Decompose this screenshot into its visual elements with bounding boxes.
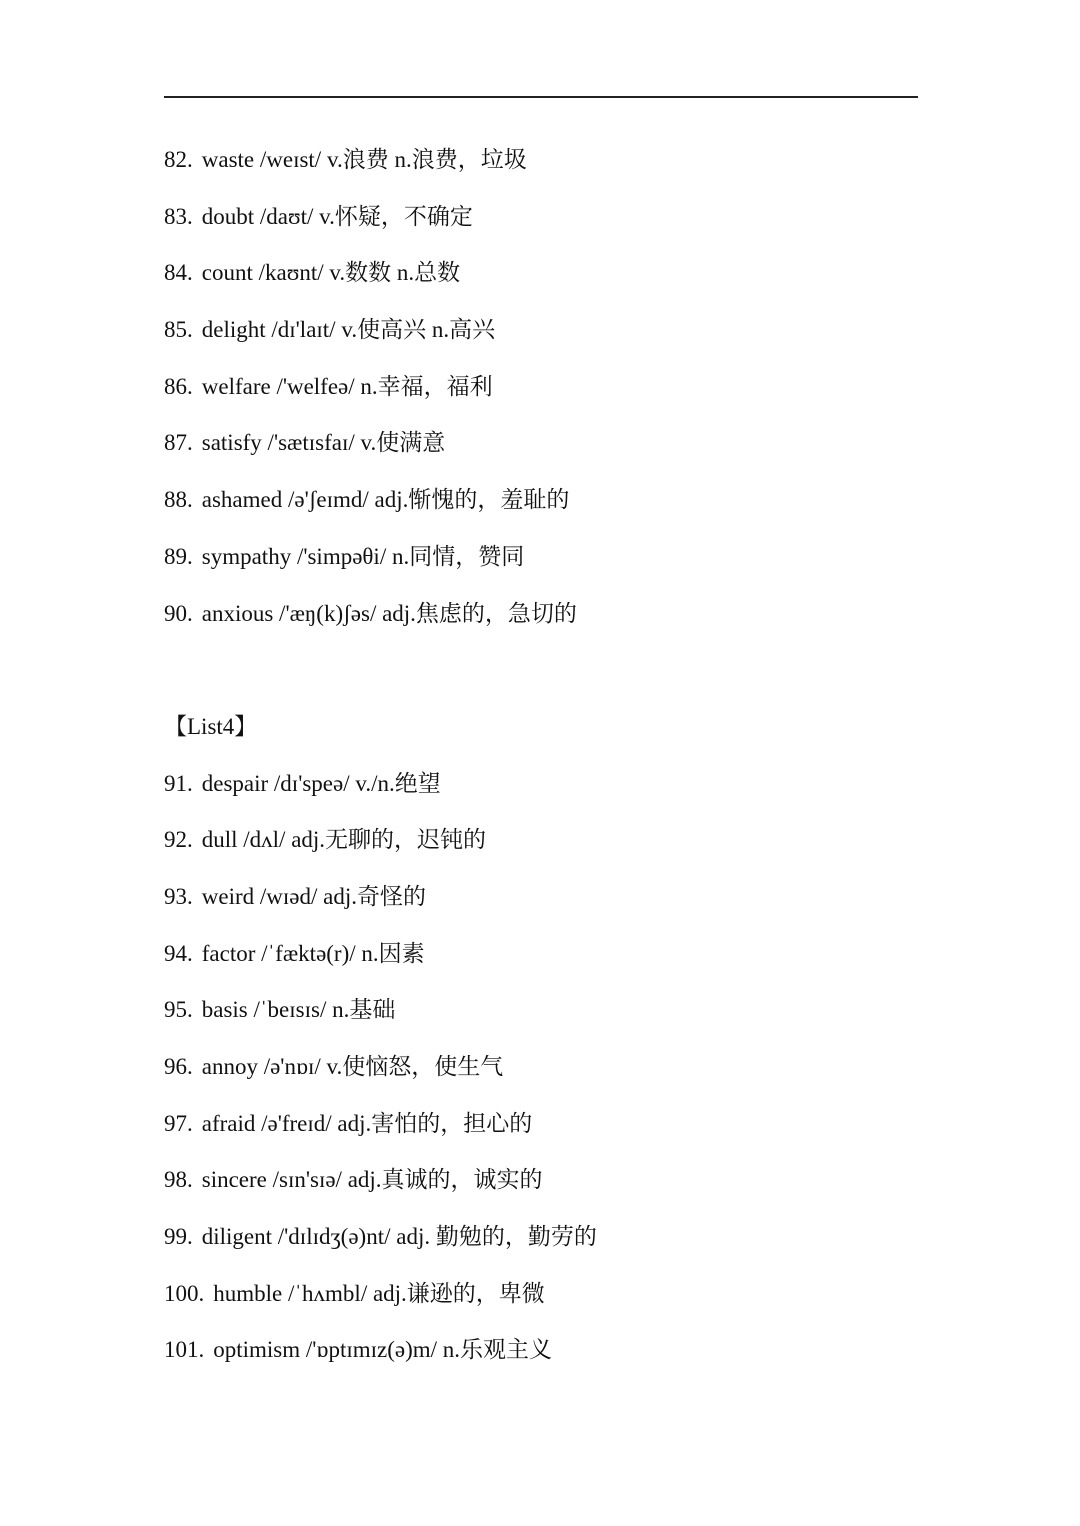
entry-text: doubt /daʊt/ v.怀疑，不确定: [201, 203, 473, 229]
entry-number: 94.: [164, 940, 193, 966]
vocab-entry: [164, 423, 964, 480]
vocab-entry: [164, 990, 964, 1047]
entry-text: satisfy /'sætɪsfaɪ/ v.使满意: [201, 430, 446, 456]
entry-number: 96.: [164, 1054, 193, 1079]
entry-number: 99.: [164, 1224, 193, 1250]
vocab-entry: [164, 877, 964, 934]
entry-number: 100.: [164, 1280, 205, 1306]
entry-number: 93.: [164, 883, 193, 909]
entry-text: annoy /ə'nɒɪ/ v.使恼怒，使生气: [201, 1054, 504, 1079]
entry-number: 86.: [164, 373, 193, 399]
entry-text: dull /dʌl/ adj.无聊的，迟钝的: [201, 827, 487, 853]
section-spacer: [164, 650, 964, 707]
entry-number: 98.: [164, 1167, 193, 1193]
entry-text: factor /ˈfæktə(r)/ n.因素: [201, 940, 425, 966]
entry-text: afraid /ə'freɪd/ adj.害怕的，担心的: [201, 1110, 533, 1136]
entry-number: 91.: [164, 770, 193, 796]
vocab-entry: [164, 253, 964, 310]
vocab-entry: [164, 1330, 964, 1387]
entry-number: 95.: [164, 997, 193, 1023]
entry-text: sincere /sɪn'sɪə/ adj.真诚的，诚实的: [201, 1167, 543, 1193]
entry-text: sympathy /'simpəθi/ n.同情，赞同: [201, 543, 525, 569]
vocab-entry: [164, 480, 964, 537]
entry-number: 82.: [164, 147, 193, 172]
entry-number: 101.: [164, 1337, 205, 1363]
entry-text: despair /dɪ'speə/ v./n.绝望: [201, 770, 441, 796]
vocab-entry: [164, 934, 964, 991]
entry-number: 89.: [164, 543, 193, 569]
vocab-entry: [164, 140, 964, 197]
top-divider-line: [164, 96, 918, 98]
entry-text: ashamed /ə'ʃeɪmd/ adj.惭愧的，羞耻的: [201, 487, 570, 513]
entry-number: 97.: [164, 1110, 193, 1136]
entry-number: 83.: [164, 203, 193, 229]
vocab-entry: [164, 764, 964, 821]
entry-text: delight /dɪ'laɪt/ v.使高兴 n.高兴: [201, 317, 496, 343]
entry-text: welfare /'welfeə/ n.幸福，福利: [201, 373, 493, 399]
entry-number: 85.: [164, 317, 193, 343]
entry-text: humble /ˈhʌmbl/ adj.谦逊的，卑微: [213, 1280, 545, 1306]
entry-number: 84.: [164, 260, 193, 286]
entry-text: anxious /'æŋ(k)ʃəs/ adj.焦虑的，急切的: [201, 600, 577, 626]
vocab-entry: [164, 1160, 964, 1217]
entry-number: 88.: [164, 487, 193, 513]
vocab-entry: [164, 367, 964, 424]
entry-text: weird /wɪəd/ adj.奇怪的: [201, 883, 426, 909]
vocab-entry: [164, 820, 964, 877]
vocab-entry: [164, 1217, 964, 1274]
vocab-entry: [164, 537, 964, 594]
vocab-entry: [164, 197, 964, 254]
entry-number: 87.: [164, 430, 193, 456]
section-heading: 【List4】: [164, 713, 258, 739]
vocab-entry: [164, 594, 964, 651]
entry-number: 90.: [164, 600, 193, 626]
vocab-entry: [164, 310, 964, 367]
entry-text: count /kaʊnt/ v.数数 n.总数: [201, 260, 461, 286]
entry-text: basis /ˈbeɪsɪs/ n.基础: [201, 997, 396, 1023]
entry-text: diligent /'dɪlɪdʒ(ə)nt/ adj. 勤勉的，勤劳的: [201, 1224, 597, 1250]
vocab-entry: [164, 1274, 964, 1331]
vocabulary-list: [164, 140, 964, 1387]
entry-number: 92.: [164, 827, 193, 853]
entry-text: optimism /'ɒptɪmɪz(ə)m/ n.乐观主义: [213, 1337, 553, 1363]
vocab-entry: [164, 1047, 964, 1104]
vocab-entry: [164, 1104, 964, 1161]
entry-text: waste /weɪst/ v.浪费 n.浪费，垃圾: [201, 147, 527, 172]
